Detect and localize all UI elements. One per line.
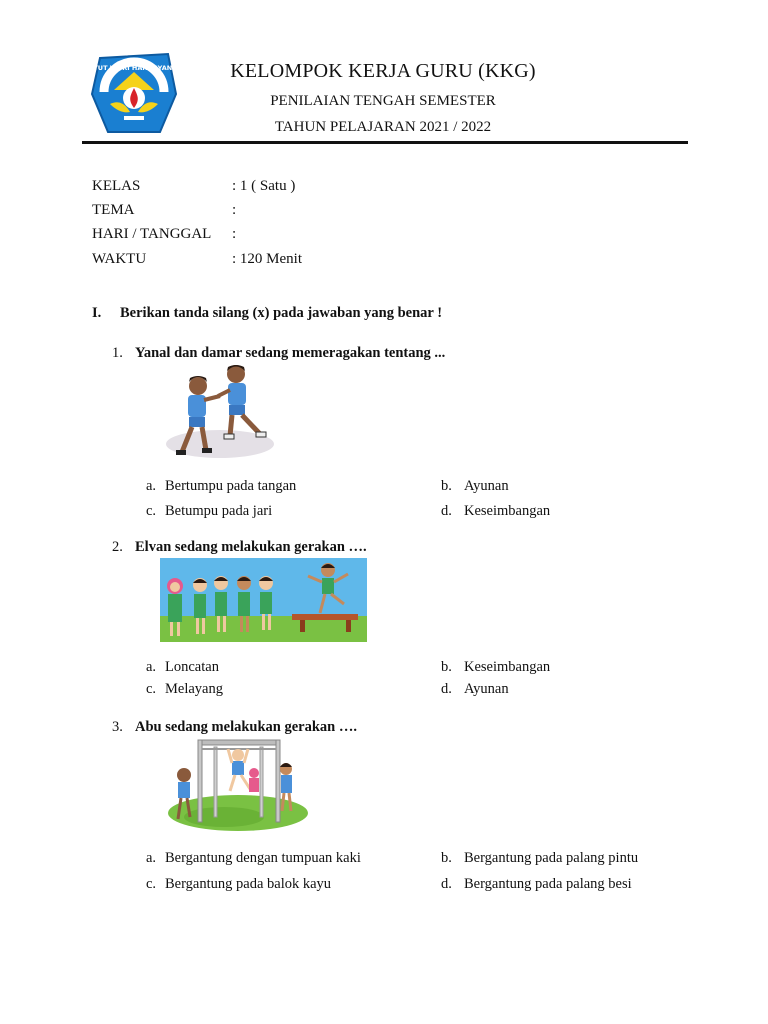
info-value: : 120 Menit	[232, 251, 302, 267]
question-1-option-b[interactable]	[441, 478, 509, 495]
option-letter: b.	[441, 850, 452, 866]
academic-year: TAHUN PELAJARAN 2021 / 2022	[274, 119, 492, 135]
question-1-illustration	[160, 362, 278, 462]
page-title: KELOMPOK KERJA GURU (KKG)	[230, 60, 536, 82]
question-2-option-a[interactable]	[146, 659, 219, 676]
option-text: Bergantung pada palang pintu	[464, 850, 639, 866]
question-text: Elvan sedang melakukan gerakan ….	[135, 539, 367, 555]
info-value: :	[232, 226, 237, 242]
question-1-option-c[interactable]	[146, 503, 272, 520]
option-text: Bergantung pada palang besi	[464, 876, 632, 892]
option-text: Melayang	[165, 681, 223, 697]
question-1-option-a[interactable]	[146, 478, 296, 495]
question-number: 1.	[112, 345, 123, 361]
question-text: Abu sedang melakukan gerakan ….	[135, 719, 357, 735]
section-number: I.	[92, 305, 102, 321]
option-letter: a.	[146, 850, 157, 866]
option-letter: d.	[441, 503, 452, 519]
option-text: Ayunan	[464, 681, 509, 697]
section-instruction: Berikan tanda silang (x) pada jawaban yang benar !	[120, 305, 443, 321]
option-text: Loncatan	[165, 659, 219, 675]
question-2-option-c[interactable]	[146, 681, 223, 698]
option-text: Bergantung pada balok kayu	[165, 876, 332, 892]
section-heading	[92, 305, 442, 322]
question-number: 3.	[112, 719, 123, 735]
option-letter: a.	[146, 478, 157, 494]
question-3-illustration	[160, 737, 310, 833]
page-subtitle: PENILAIAN TENGAH SEMESTER	[270, 93, 496, 109]
info-label: KELAS	[92, 178, 141, 194]
question-2-option-d[interactable]	[441, 681, 509, 698]
option-text: Keseimbangan	[464, 659, 551, 675]
option-letter: a.	[146, 659, 157, 675]
tut-wuri-handayani-logo	[90, 50, 178, 136]
option-letter: c.	[146, 876, 157, 892]
option-text: Bergantung dengan tumpuan kaki	[165, 850, 361, 866]
question-3	[112, 719, 357, 736]
option-text: Keseimbangan	[464, 503, 551, 519]
logo-text: TUT WURI HANDAYANI	[93, 64, 175, 72]
option-text: Bertumpu pada tangan	[165, 478, 297, 494]
question-2-illustration	[160, 558, 367, 642]
option-letter: d.	[441, 876, 452, 892]
option-letter: c.	[146, 503, 157, 519]
question-3-option-b[interactable]	[441, 850, 638, 867]
option-letter: b.	[441, 659, 452, 675]
question-2-option-b[interactable]	[441, 659, 550, 676]
info-label: WAKTU	[92, 251, 147, 267]
question-3-option-d[interactable]	[441, 876, 632, 893]
question-3-option-a[interactable]	[146, 850, 361, 867]
question-3-option-c[interactable]	[146, 876, 331, 893]
info-label: HARI / TANGGAL	[92, 226, 212, 242]
info-value: : 1 ( Satu )	[232, 178, 296, 194]
option-text: Betumpu pada jari	[165, 503, 273, 519]
info-value: :	[232, 202, 237, 218]
question-2	[112, 539, 367, 556]
option-letter: d.	[441, 681, 452, 697]
question-text: Yanal dan damar sedang memeragakan tentang ...	[135, 345, 446, 361]
option-text: Ayunan	[464, 478, 509, 494]
option-letter: b.	[441, 478, 452, 494]
info-label: TEMA	[92, 202, 135, 218]
option-letter: c.	[146, 681, 157, 697]
question-1	[112, 345, 445, 362]
question-1-option-d[interactable]	[441, 503, 550, 520]
question-number: 2.	[112, 539, 123, 555]
header-divider	[82, 141, 688, 144]
